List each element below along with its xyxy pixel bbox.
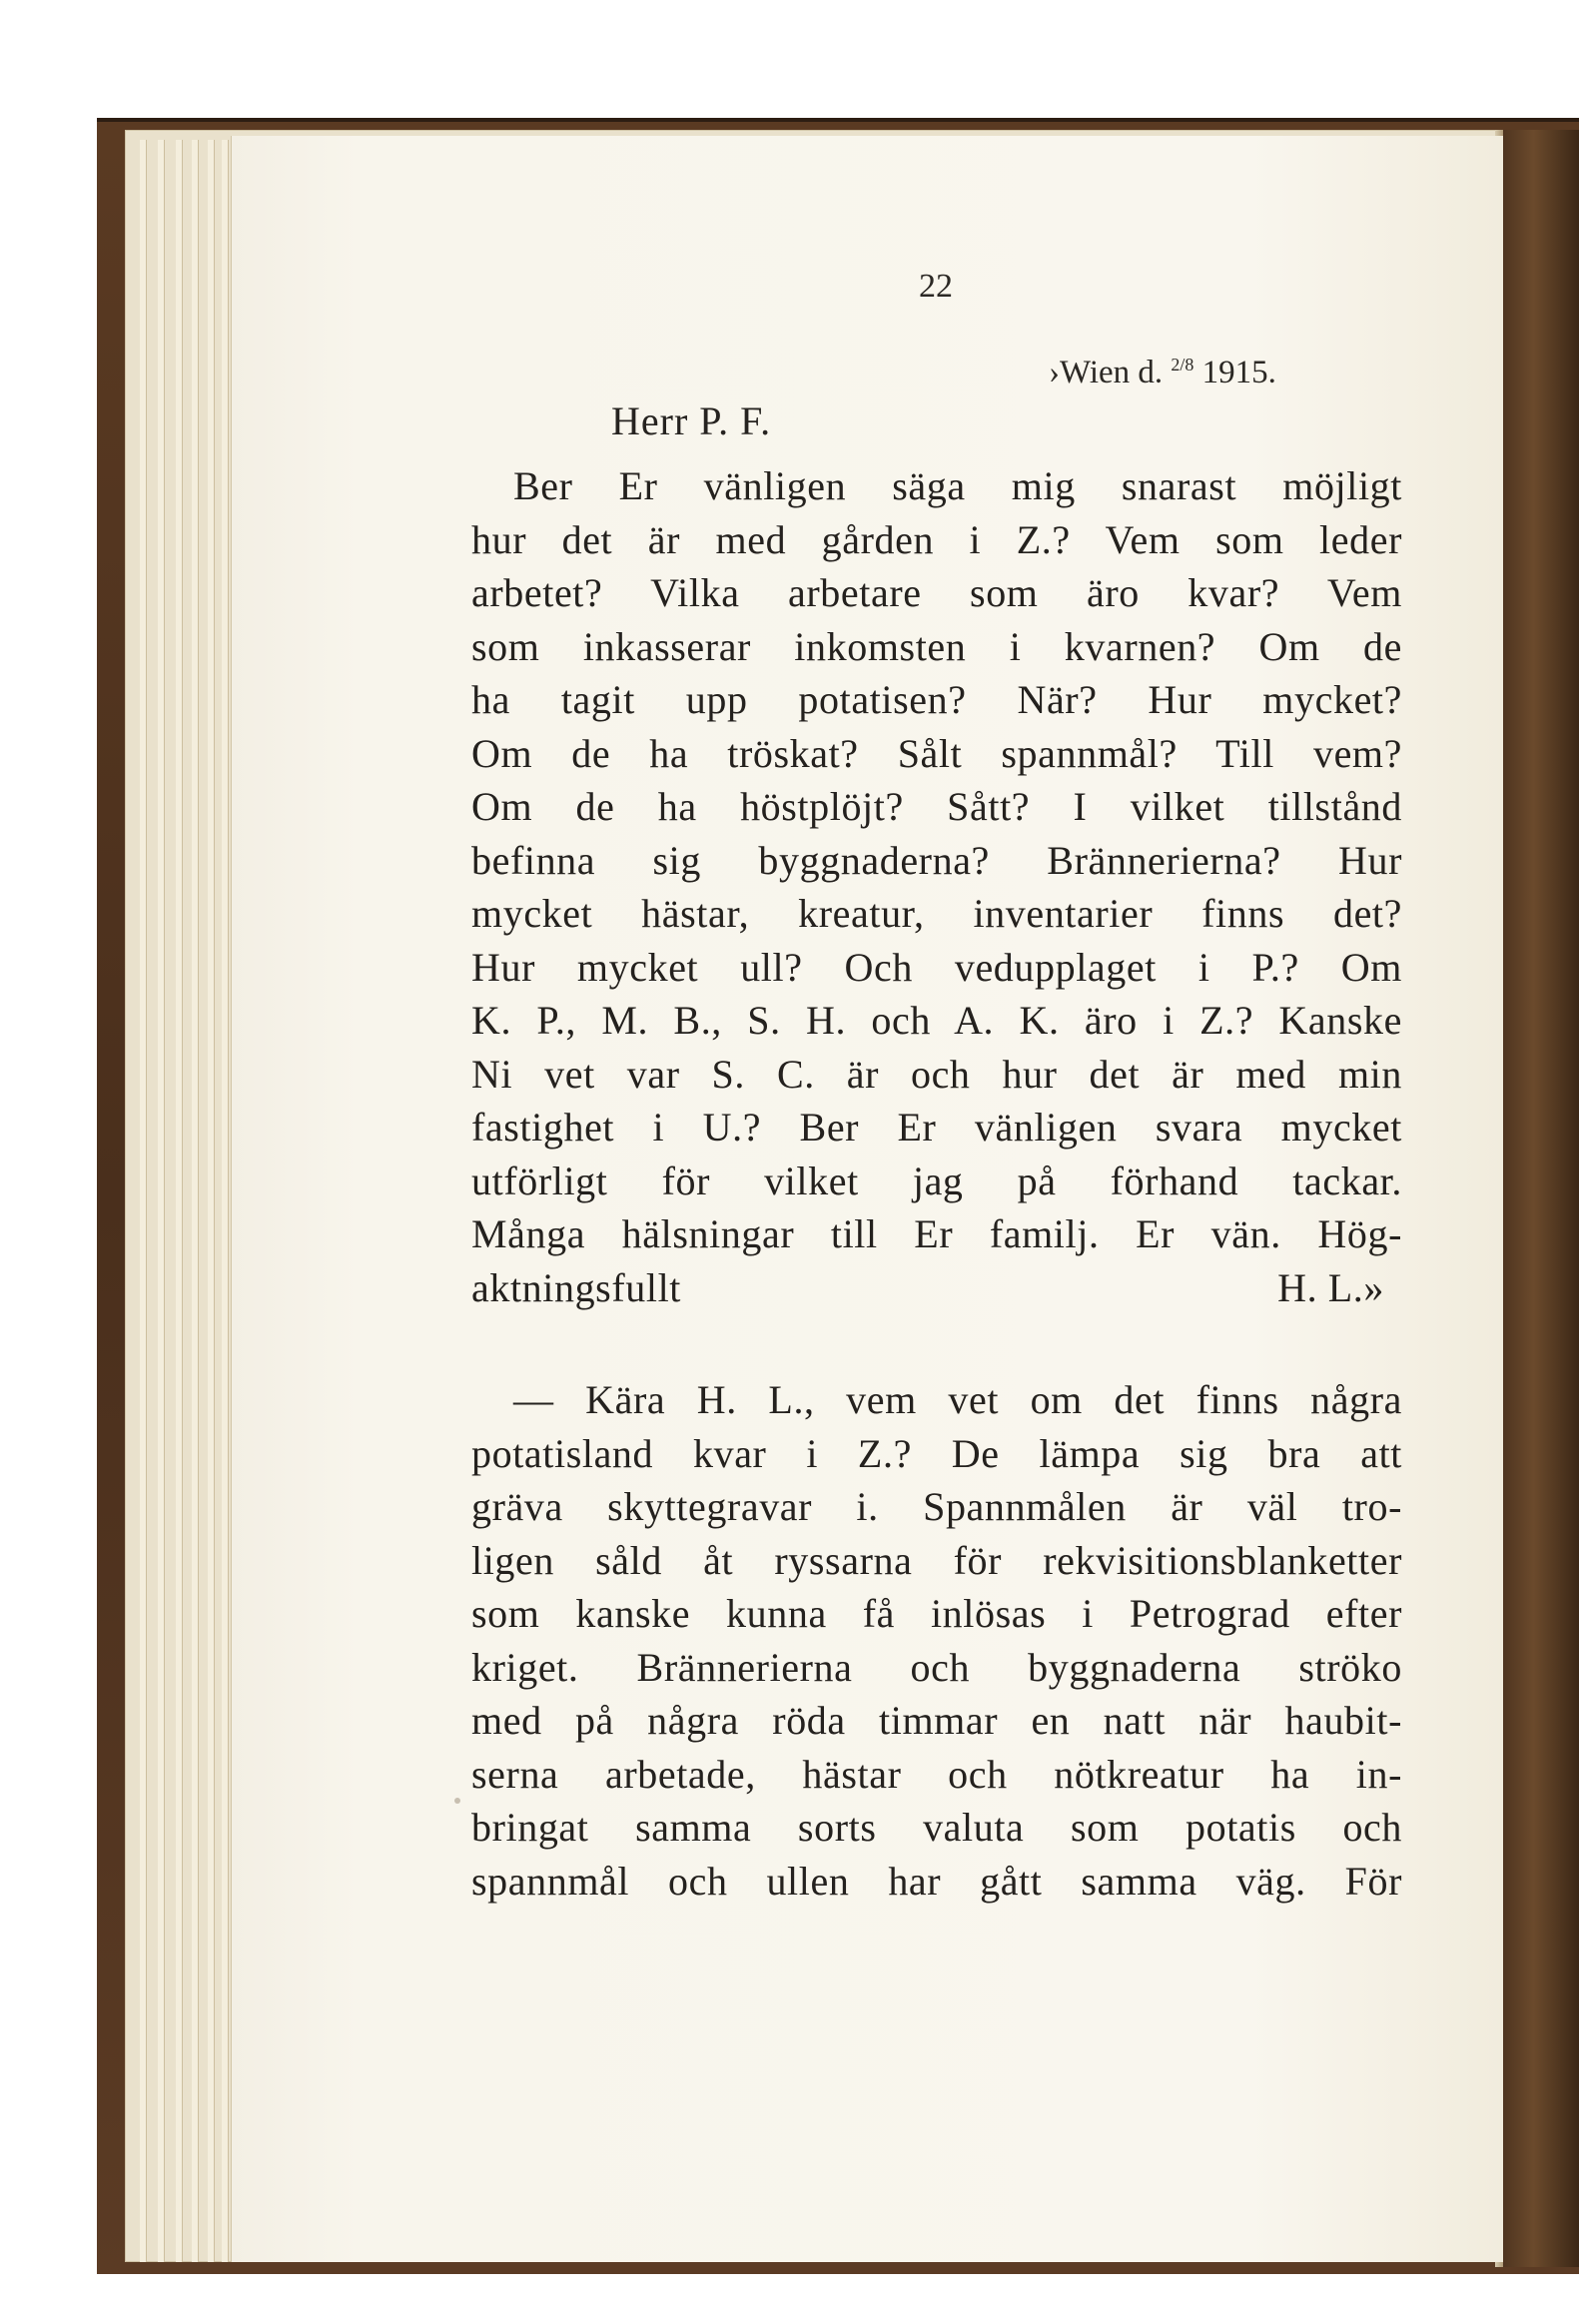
text-line: som inkasserar inkomsten i kvarnen? Om de (471, 623, 1402, 669)
text-line: arbetet? Vilka arbetare som äro kvar? Vem (471, 570, 1402, 615)
closing-signature: H. L.» (1277, 1264, 1384, 1310)
text-line: Om de ha höstplöjt? Sått? I vilket tillstånd (471, 784, 1402, 829)
text-line: kriget. Brännerierna och byggnaderna ströko (471, 1644, 1402, 1690)
letter-closing (471, 1261, 1402, 1315)
text-line: potatisland kvar i Z.? De lämpa sig bra att (471, 1430, 1402, 1476)
text-line: utförligt för vilket jag på förhand tackar. (471, 1158, 1402, 1203)
text-line: bringat samma sorts valuta som potatis och (471, 1805, 1402, 1850)
text-line: spannmål och ullen har gått samma väg. För (471, 1858, 1402, 1904)
paper-speck (454, 1798, 460, 1804)
text-line: Om de ha tröskat? Sålt spannmål? Till vem? (471, 730, 1402, 776)
letter-dateline (1049, 355, 1276, 391)
reply-body (471, 1373, 1402, 1908)
closing-text: aktningsfullt (471, 1264, 682, 1310)
page-edge (158, 140, 165, 2262)
book-spine (1503, 130, 1579, 2267)
text-line: med på några röda timmar en natt när haubit- (471, 1698, 1402, 1743)
text-line: ligen såld åt ryssarna för rekvisitionsblanketter (471, 1537, 1402, 1583)
page-edge (176, 140, 183, 2262)
page-edge (208, 140, 215, 2262)
letter-salutation: Herr P. F. (611, 398, 772, 443)
text-line: K. P., M. B., S. H. och A. K. äro i Z.? Kanske (471, 998, 1402, 1043)
page-edge (192, 140, 199, 2262)
text-line: Hur mycket ull? Och vedupplaget i P.? Om (471, 944, 1402, 990)
text-line: som kanske kunna få inlösas i Petrograd efter (471, 1591, 1402, 1636)
text-line: hur det är med gården i Z.? Vem som leder (471, 516, 1402, 562)
dateline-year: 1915. (1193, 355, 1276, 390)
text-line: mycket hästar, kreatur, inventarier finns det? (471, 891, 1402, 936)
dateline-prefix: ›Wien d. (1049, 355, 1172, 390)
text-line: gräva skyttegravar i. Spannmålen är väl tro- (471, 1484, 1402, 1529)
text-line: befinna sig byggnaderna? Brännerierna? Hur (471, 837, 1402, 883)
text-line: — Kära H. L., vem vet om det finns några (513, 1377, 1402, 1422)
text-line: Många hälsningar till Er familj. Er vän. Hög- (471, 1211, 1402, 1256)
page-edge (222, 140, 229, 2262)
text-line: ha tagit upp potatisen? När? Hur mycket? (471, 677, 1402, 722)
text-line: Ni vet var S. C. är och hur det är med min (471, 1051, 1402, 1097)
page-edge (140, 140, 147, 2262)
page-number: 22 (919, 268, 953, 305)
letter-body (471, 459, 1402, 1314)
text-line: serna arbetade, hästar och nötkreatur ha in- (471, 1751, 1402, 1797)
text-line: Ber Er vänligen säga mig snarast möjligt (513, 463, 1402, 508)
text-line: fastighet i U.? Ber Er vänligen svara mycket (471, 1105, 1402, 1150)
dateline-fraction: 2/8 (1171, 355, 1194, 375)
